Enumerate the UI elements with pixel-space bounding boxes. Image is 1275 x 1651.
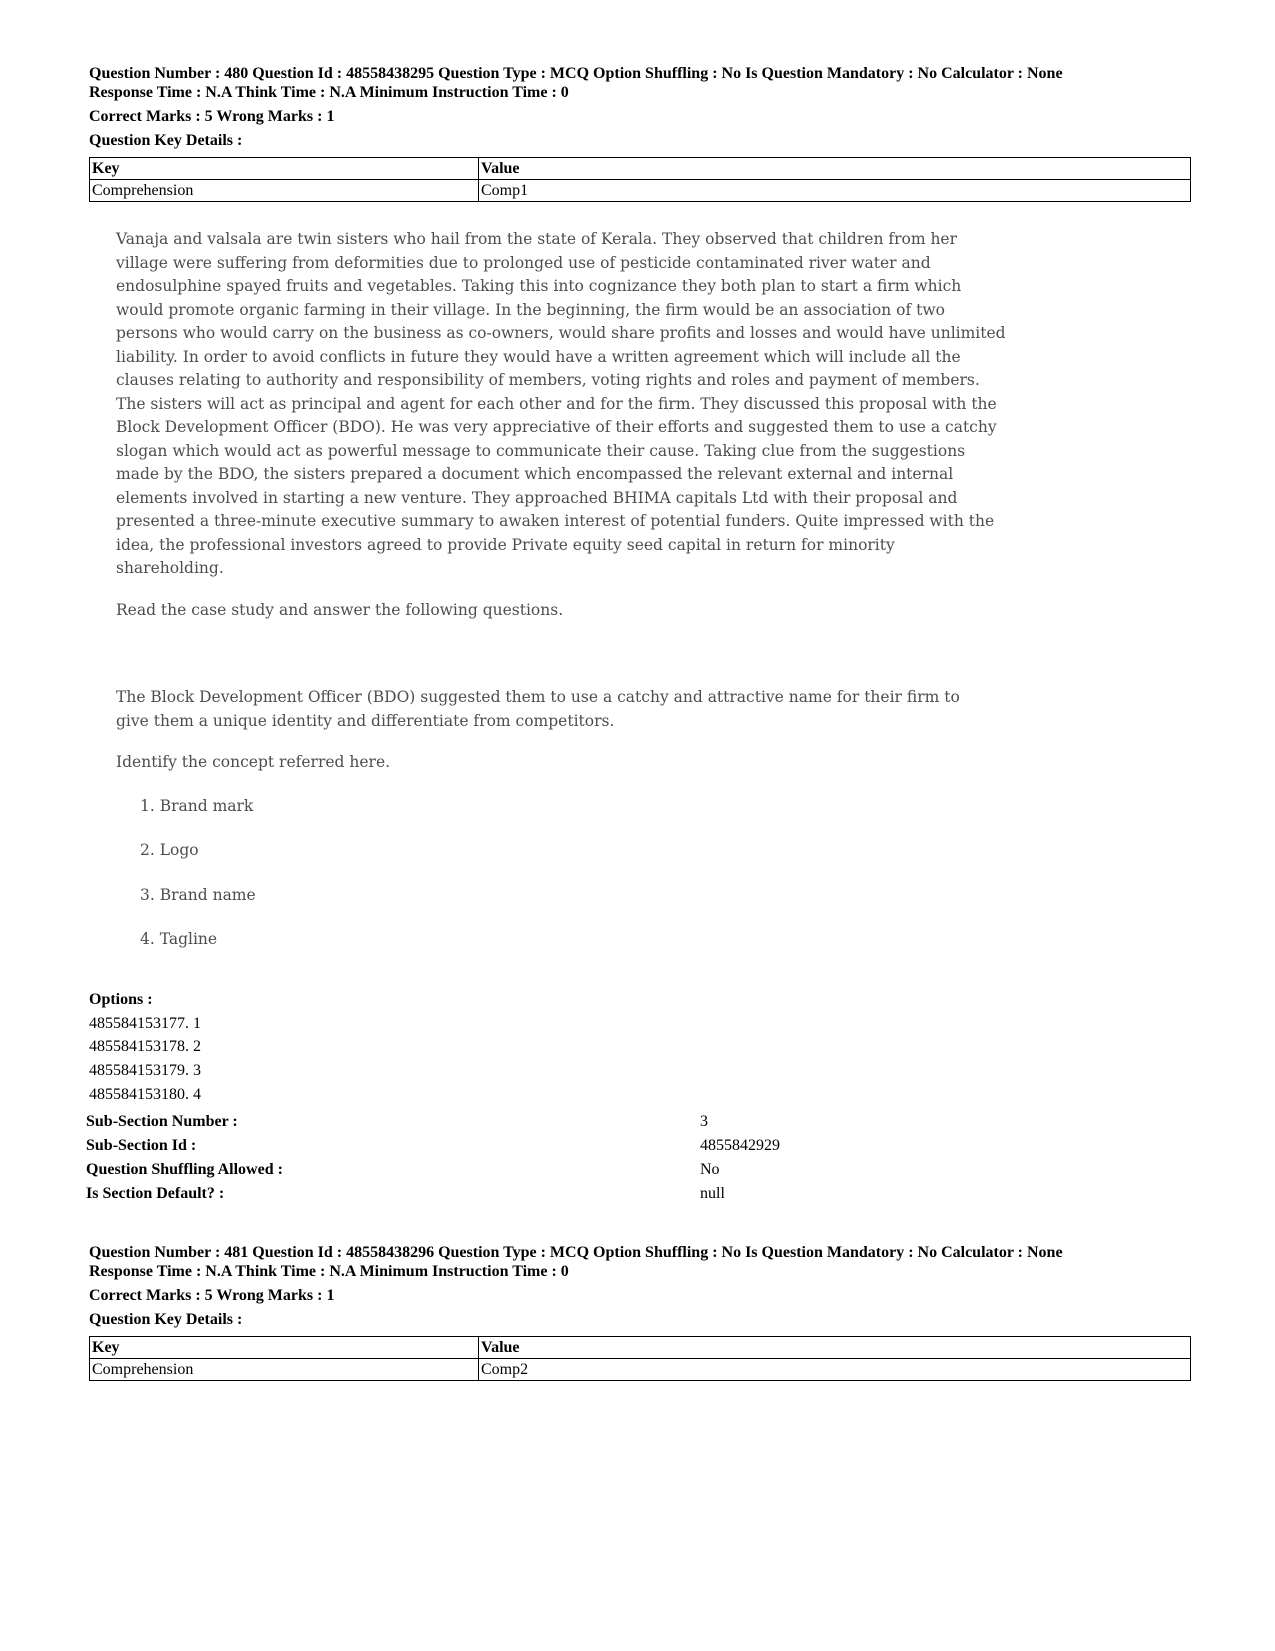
subsection-number-label: Sub-Section Number : <box>86 1113 238 1130</box>
q481-key-table <box>89 1336 1191 1381</box>
key-header: Key <box>90 158 479 180</box>
question-text: The Block Development Officer (BDO) suggested them to use a catchy and attractive name for their firm to give them a unique identity and differentiate from competitors. <box>116 688 960 730</box>
option-4: 485584153180. 4 <box>89 1086 201 1103</box>
choice-3: 3. Brand name <box>140 885 256 904</box>
subsection-number-value: 3 <box>700 1113 708 1130</box>
passage-scan <box>116 228 1016 952</box>
q480-meta-line2: Response Time : N.A Think Time : N.A Minimum Instruction Time : 0 <box>89 84 569 101</box>
subsection-id-label: Sub-Section Id : <box>86 1137 197 1154</box>
option-2: 485584153178. 2 <box>89 1038 201 1055</box>
key-header: Key <box>90 1337 479 1359</box>
subsection-id-value: 4855842929 <box>700 1137 780 1154</box>
passage-instruction: Read the case study and answer the following questions. <box>116 600 564 619</box>
value-cell: Comp2 <box>479 1359 1191 1381</box>
passage-text: Vanaja and valsala are twin sisters who hail from the state of Kerala. They observed that children from her village were suffering from deformities due to prolonged use of pesticide contaminated river water and endosulphine spayed fruits and vegetables. Taking this into cognizance they both plan to start a firm which would promote organic farming in their village. In the beginning, the firm would be an association of two persons who would carry on the business as co-owners, would share profits and losses and would have unlimited liability. In order to avoid conflicts in future they would have a written agreement which will include all the clauses relating to authority and responsibility of members, voting rights and roles and payment of members. The sisters will act as principal and agent for each other and for the firm. They discussed this proposal with the Block Development Officer (BDO). He was very appreciative of their efforts and suggested them to use a catchy slogan which would act as powerful message to communicate their cause. Taking clue from the suggestions made by the BDO, the sisters prepared a document which encompassed the relevant external and internal elements involved in starting a new venture. They approached BHIMA capitals Ltd with their proposal and presented a three-minute executive summary to awaken interest of potential funders. Quite impressed with the idea, the professional investors agreed to provide Private equity seed capital in return for minority shareholding. <box>116 230 1006 577</box>
q480-marks: Correct Marks : 5 Wrong Marks : 1 <box>89 108 335 125</box>
choice-2: 2. Logo <box>140 841 199 859</box>
value-cell: Comp1 <box>479 180 1191 202</box>
option-1: 485584153177. 1 <box>89 1015 201 1032</box>
value-header: Value <box>479 158 1191 180</box>
option-3: 485584153179. 3 <box>89 1062 201 1079</box>
question-prompt: Identify the concept referred here. <box>116 753 391 771</box>
q481-meta-line1: Question Number : 481 Question Id : 48558438296 Question Type : MCQ Option Shuffling : No Is Question Mandatory : No Calculator : None <box>89 1244 1063 1261</box>
options-label: Options : <box>89 991 153 1008</box>
choice-4: 4. Tagline <box>140 930 218 948</box>
question-shuffling-label: Question Shuffling Allowed : <box>86 1161 283 1178</box>
q480-key-details-label: Question Key Details : <box>89 132 243 149</box>
section-default-label: Is Section Default? : <box>86 1185 225 1202</box>
key-cell: Comprehension <box>90 1359 479 1381</box>
section-default-value: null <box>700 1185 725 1202</box>
choice-1: 1. Brand mark <box>140 796 254 815</box>
q481-marks: Correct Marks : 5 Wrong Marks : 1 <box>89 1287 335 1304</box>
key-cell: Comprehension <box>90 180 479 202</box>
q480-meta-line1: Question Number : 480 Question Id : 48558438295 Question Type : MCQ Option Shuffling : No Is Question Mandatory : No Calculator : None <box>89 65 1063 82</box>
value-header: Value <box>479 1337 1191 1359</box>
q481-meta-line2: Response Time : N.A Think Time : N.A Minimum Instruction Time : 0 <box>89 1263 569 1280</box>
q480-key-table <box>89 157 1191 202</box>
question-shuffling-value: No <box>700 1161 720 1178</box>
q481-key-details-label: Question Key Details : <box>89 1311 243 1328</box>
